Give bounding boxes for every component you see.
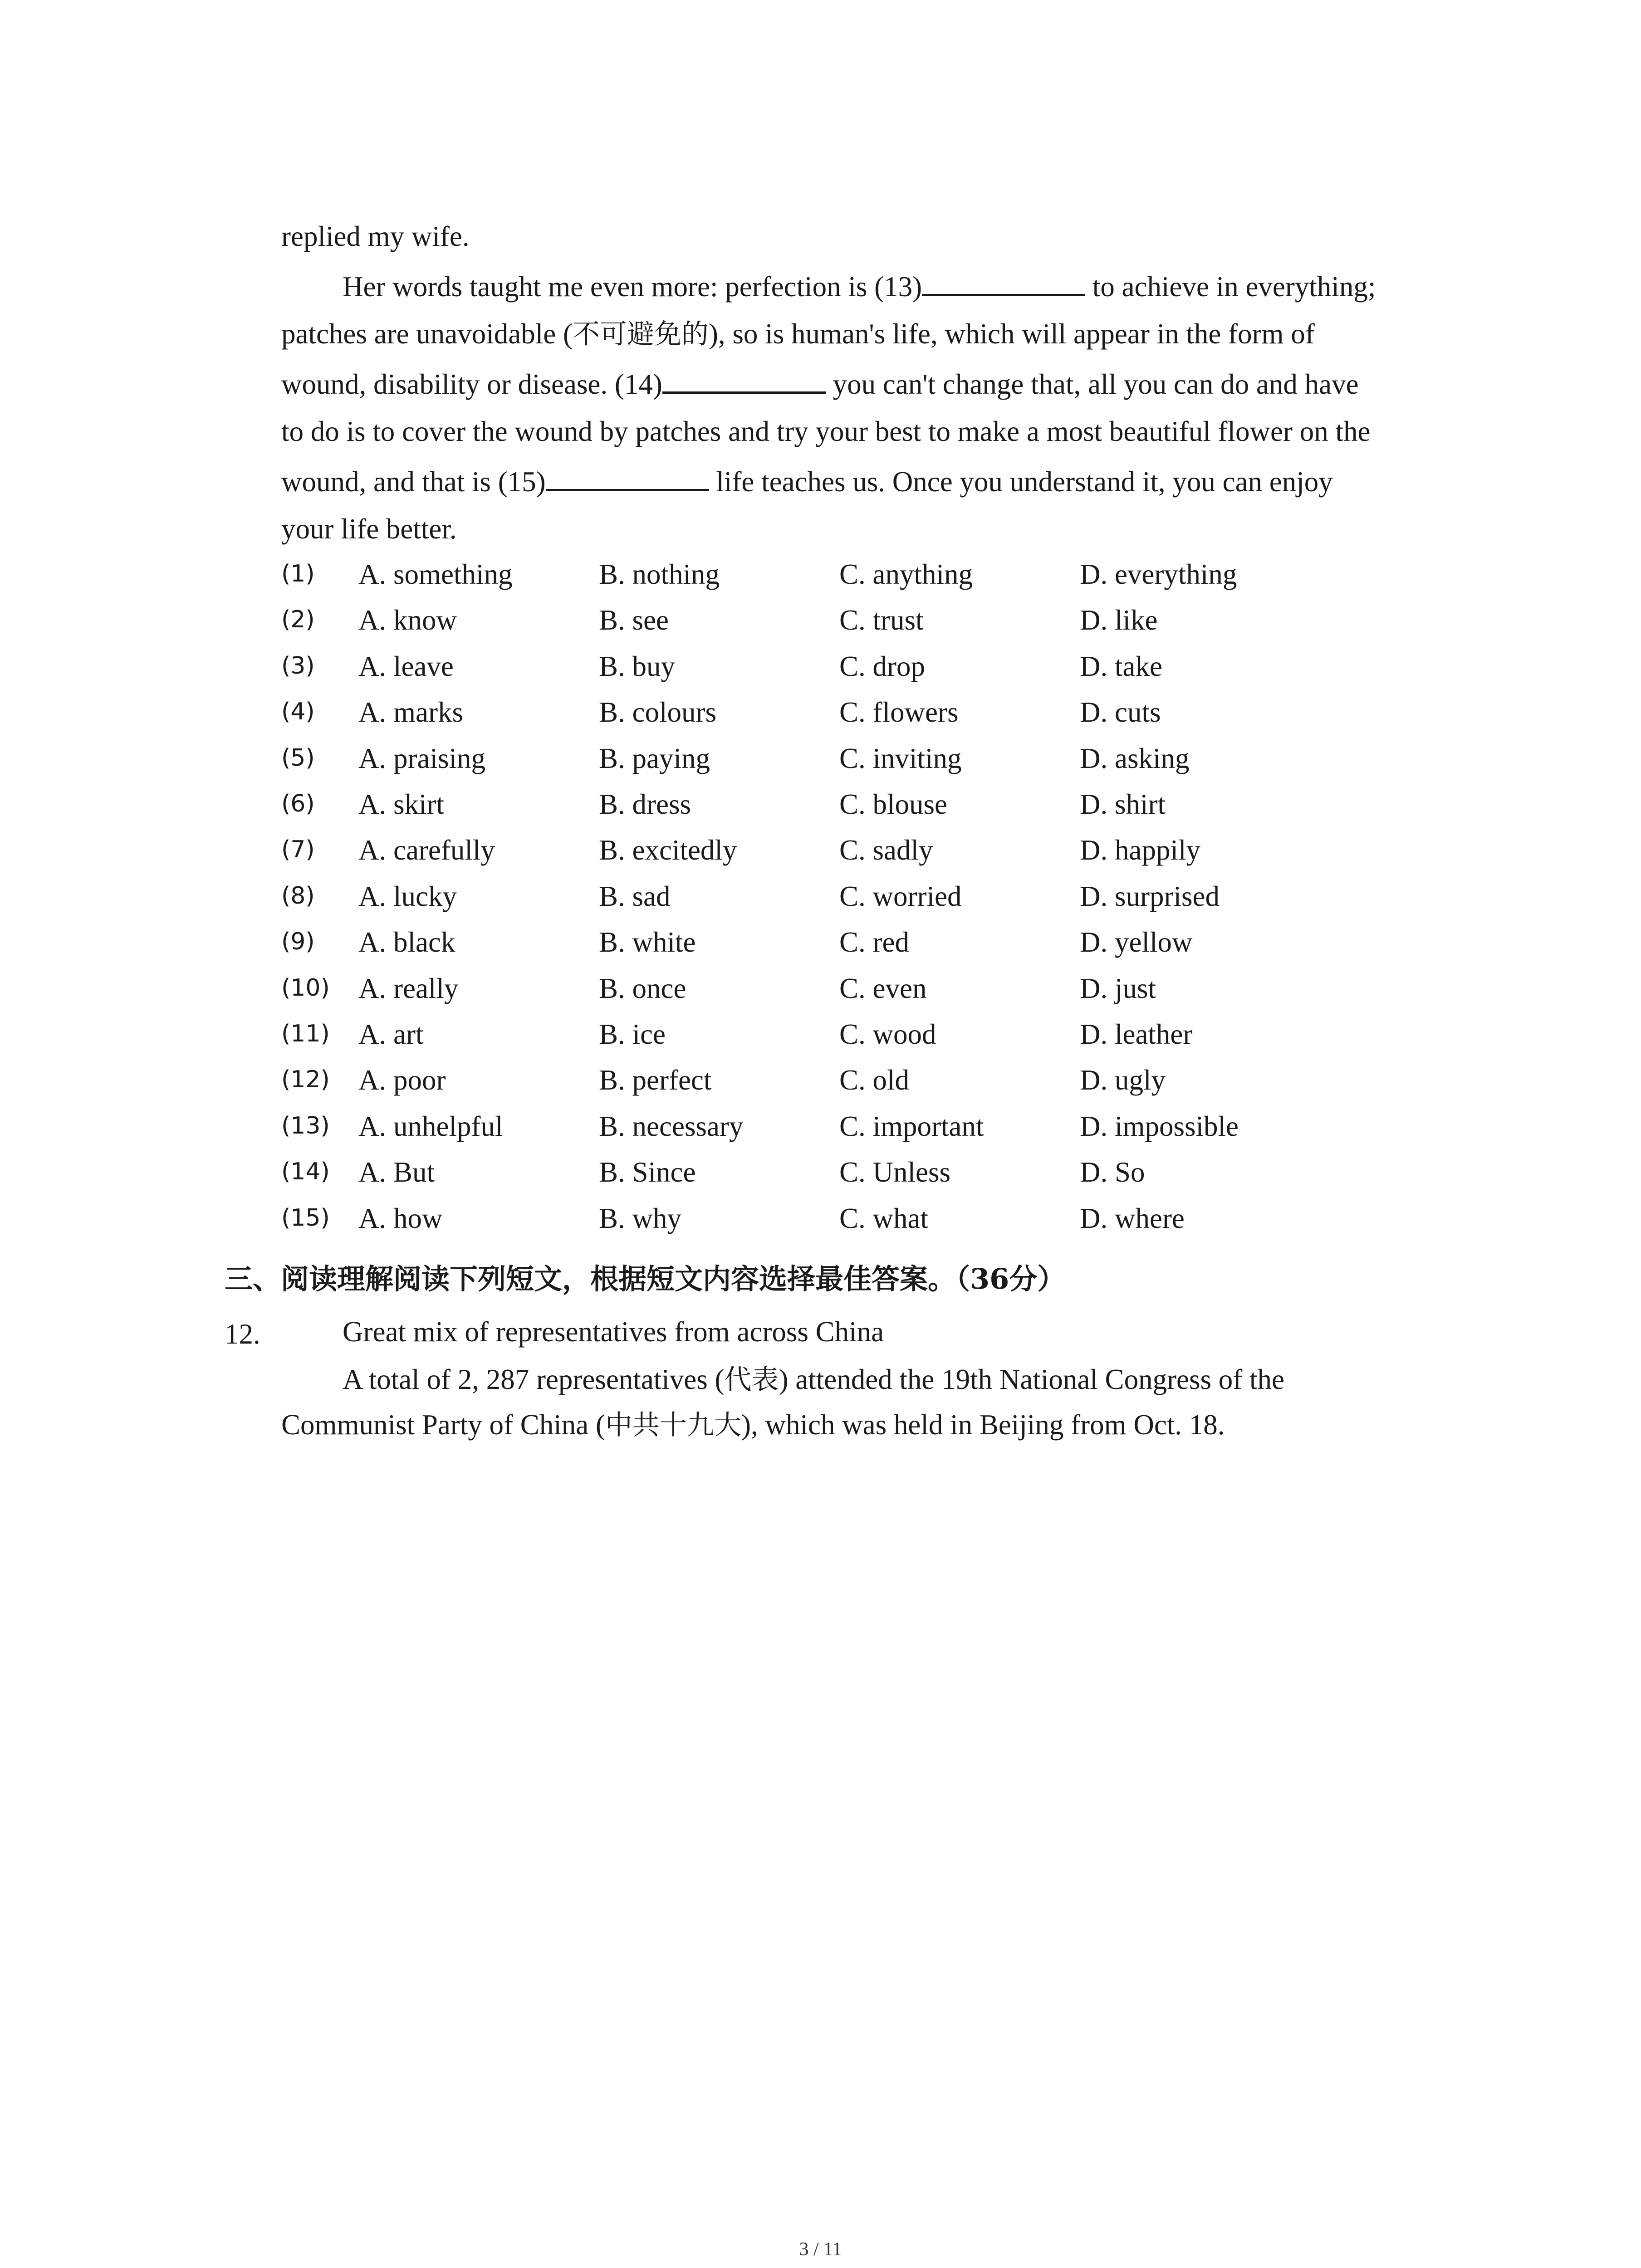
option-a[interactable]: A. praising: [358, 743, 485, 774]
option-c[interactable]: C. important: [839, 1110, 984, 1142]
option-d[interactable]: D. So: [1080, 1156, 1145, 1188]
question-title: [343, 1318, 884, 1346]
option-number: (3): [281, 652, 315, 679]
option-d[interactable]: D. ugly: [1080, 1064, 1166, 1096]
option-row: [281, 1066, 1397, 1102]
option-b[interactable]: B. excitedly: [599, 834, 737, 866]
option-row: [281, 1158, 1397, 1194]
option-c[interactable]: C. sadly: [839, 834, 933, 866]
option-d[interactable]: D. take: [1080, 650, 1162, 682]
option-b[interactable]: B. necessary: [599, 1110, 744, 1142]
chinese-gloss: 中共十九大: [605, 1409, 741, 1441]
option-d[interactable]: D. like: [1080, 604, 1158, 636]
option-d[interactable]: D. impossible: [1080, 1110, 1239, 1142]
option-a[interactable]: A. know: [358, 604, 457, 636]
chinese-gloss: 不可避免的: [572, 318, 709, 350]
passage-line-5: [281, 417, 1370, 446]
option-d[interactable]: D. shirt: [1080, 788, 1166, 820]
option-row: [281, 698, 1397, 734]
option-c[interactable]: C. what: [839, 1202, 928, 1234]
question-number: 12.: [225, 1318, 260, 1350]
option-number: (2): [281, 606, 315, 633]
option-a[interactable]: A. unhelpful: [358, 1110, 503, 1142]
option-a[interactable]: A. lucky: [358, 880, 457, 912]
option-b[interactable]: B. perfect: [599, 1064, 712, 1096]
option-c[interactable]: C. blouse: [839, 788, 948, 820]
option-b[interactable]: B. once: [599, 973, 686, 1004]
option-b[interactable]: B. colours: [599, 696, 716, 728]
passage-line-7: [281, 515, 457, 543]
passage-text: replied my wife.: [281, 220, 470, 252]
passage-text: ), so is human's life, which will appear in the form of: [708, 318, 1315, 350]
option-row: [281, 744, 1397, 781]
option-b[interactable]: B. dress: [599, 788, 691, 820]
option-a[interactable]: A. leave: [358, 650, 454, 682]
option-b[interactable]: B. white: [599, 926, 696, 958]
option-d[interactable]: D. asking: [1080, 743, 1190, 774]
option-row: [281, 790, 1397, 826]
option-c[interactable]: C. worried: [839, 880, 962, 912]
option-a[interactable]: A. But: [358, 1156, 435, 1188]
option-c[interactable]: C. anything: [839, 558, 973, 590]
option-number: (8): [281, 882, 315, 909]
passage-line-1: [281, 222, 470, 251]
passage-text: wound, disability or disease. (14): [281, 368, 662, 400]
option-number: (5): [281, 744, 315, 772]
option-c[interactable]: C. flowers: [839, 696, 959, 728]
option-a[interactable]: A. poor: [358, 1064, 446, 1096]
option-a[interactable]: A. black: [358, 926, 456, 958]
passage-line-3: [281, 320, 1315, 348]
option-d[interactable]: D. where: [1080, 1202, 1185, 1234]
option-number: (10): [281, 974, 330, 1002]
option-c[interactable]: C. Unless: [839, 1156, 951, 1188]
page-number: 3 / 11: [799, 2239, 842, 2260]
option-a[interactable]: A. skirt: [358, 788, 444, 820]
option-number: (4): [281, 698, 315, 725]
option-a[interactable]: A. carefully: [358, 834, 495, 866]
option-number: (6): [281, 790, 315, 817]
option-c[interactable]: C. inviting: [839, 743, 962, 774]
option-a[interactable]: A. marks: [358, 696, 463, 728]
option-a[interactable]: A. art: [358, 1018, 424, 1050]
option-row: [281, 974, 1397, 1011]
question-paragraph-line-2: [281, 1411, 1225, 1439]
option-c[interactable]: C. red: [839, 926, 909, 958]
section-heading: 三、阅读理解阅读下列短文，根据短文内容选择最佳答案。（36分）: [225, 1262, 1066, 1295]
option-number: (11): [281, 1020, 330, 1047]
answer-blank-14[interactable]: [662, 370, 826, 394]
option-number: (13): [281, 1112, 330, 1139]
option-c[interactable]: C. wood: [839, 1018, 936, 1050]
option-row: [281, 882, 1397, 919]
option-d[interactable]: D. happily: [1080, 834, 1200, 866]
passage-text: life teaches us. Once you understand it, you can enjoy: [709, 466, 1333, 498]
option-c[interactable]: C. even: [839, 973, 927, 1004]
option-a[interactable]: A. really: [358, 973, 459, 1004]
paragraph-text: ), which was held in Beijing from Oct. 18.: [741, 1409, 1225, 1441]
option-b[interactable]: B. see: [599, 604, 669, 636]
passage-text: wound, and that is (15): [281, 466, 546, 498]
passage-line-4: [281, 370, 1359, 399]
option-row: [281, 560, 1397, 596]
option-row: [281, 836, 1397, 872]
option-row: [281, 1020, 1397, 1056]
question-title-text: Great mix of representatives from across China: [343, 1316, 884, 1348]
option-number: (9): [281, 928, 315, 955]
option-d[interactable]: D. cuts: [1080, 696, 1161, 728]
option-d[interactable]: D. everything: [1080, 558, 1237, 590]
paragraph-text: A total of 2, 287 representatives (: [343, 1364, 725, 1395]
answer-blank-15[interactable]: [546, 467, 709, 491]
paragraph-text: Communist Party of China (: [281, 1409, 605, 1441]
option-d[interactable]: D. just: [1080, 973, 1156, 1004]
option-b[interactable]: B. nothing: [599, 558, 720, 590]
passage-line-6: [281, 467, 1333, 496]
option-b[interactable]: B. Since: [599, 1156, 696, 1188]
passage-text: to achieve in everything;: [1085, 271, 1376, 303]
chinese-gloss: 代表: [724, 1364, 779, 1396]
option-b[interactable]: B. why: [599, 1202, 682, 1234]
option-row: [281, 652, 1397, 689]
option-d[interactable]: D. leather: [1080, 1018, 1193, 1050]
answer-blank-13[interactable]: [922, 272, 1085, 296]
option-c[interactable]: C. old: [839, 1064, 910, 1096]
option-number: (12): [281, 1066, 330, 1093]
option-d[interactable]: D. surprised: [1080, 880, 1220, 912]
option-number: (1): [281, 560, 315, 587]
option-number: (14): [281, 1158, 330, 1185]
passage-text: patches are unavoidable (: [281, 318, 573, 350]
option-d[interactable]: D. yellow: [1080, 926, 1193, 958]
paragraph-text: ) attended the 19th National Congress of the: [779, 1364, 1284, 1395]
option-b[interactable]: B. paying: [599, 743, 710, 774]
option-number: (7): [281, 836, 315, 863]
option-row: [281, 1204, 1397, 1241]
passage-text: Her words taught me even more: perfection is (13): [343, 271, 922, 303]
option-a[interactable]: A. something: [358, 558, 513, 590]
option-b[interactable]: B. sad: [599, 880, 671, 912]
passage-text: to do is to cover the wound by patches and try your best to make a most beautiful flower on the: [281, 415, 1371, 447]
option-b[interactable]: B. buy: [599, 650, 676, 682]
option-c[interactable]: C. drop: [839, 650, 925, 682]
option-row: [281, 606, 1397, 642]
option-a[interactable]: A. how: [358, 1202, 443, 1234]
passage-line-2: [343, 272, 1376, 301]
passage-text: your life better.: [281, 513, 457, 545]
option-row: [281, 1112, 1397, 1149]
question-paragraph-line-1: [343, 1365, 1284, 1394]
option-c[interactable]: C. trust: [839, 604, 924, 636]
option-row: [281, 928, 1397, 964]
option-number: (15): [281, 1204, 330, 1232]
option-b[interactable]: B. ice: [599, 1018, 666, 1050]
passage-text: you can't change that, all you can do and have: [825, 368, 1359, 400]
